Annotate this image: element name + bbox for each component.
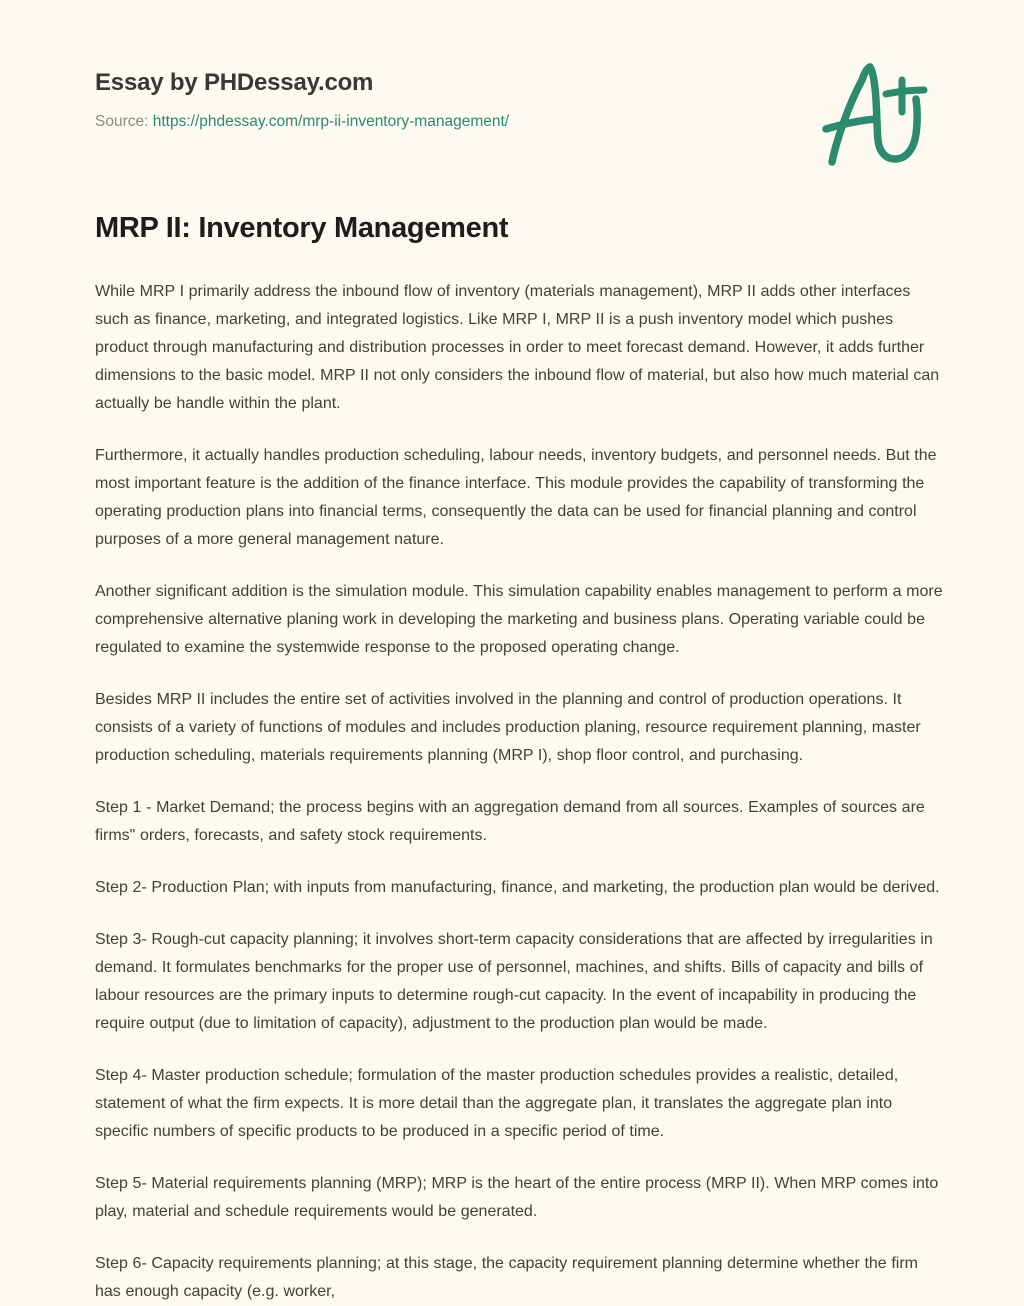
page-header xyxy=(0,0,1024,190)
paragraph: While MRP I primarily address the inbound flow of inventory (materials management), MRP II adds other interfaces such as finance, marketing, and integrated logistics. Like MRP I, MRP II is a push inventory model which pushes product through manufacturing and distribution processes in order to meet forecast demand. However, it adds further dimensions to the basic model. MRP II not only considers the inbound flow of material, but also how much material can actually be handle within the plant. xyxy=(95,283,940,412)
article-body xyxy=(95,208,943,1306)
aplus-logo-icon xyxy=(818,58,933,168)
paragraph: Step 1 - Market Demand; the process begins with an aggregation demand from all sources. Examples of sources are firms" orders, forecasts, and safety stock requirements. xyxy=(95,799,925,844)
paragraph: Step 2- Production Plan; with inputs from manufacturing, finance, and marketing, the production plan would be derived. xyxy=(95,879,940,896)
paragraph: Besides MRP II includes the entire set of activities involved in the planning and control of production operations. It consists of a variety of functions of modules and includes production planing, resource requirement planning, master production scheduling, materials requirements planning (MRP I), shop floor control, and purchasing. xyxy=(95,691,921,764)
paragraph: Furthermore, it actually handles production scheduling, labour needs, inventory budgets, and personnel needs. But the most important feature is the addition of the finance interface. This module provides the capability of transforming the operating production plans into financial terms, consequently the data can be used for financial planning and control purposes of a more general management nature. xyxy=(95,447,937,548)
source-line xyxy=(95,112,509,132)
page-title: MRP II: Inventory Management xyxy=(95,212,509,244)
paragraph: Step 3- Rough-cut capacity planning; it involves short-term capacity considerations that are affected by irregularities in demand. It formulates benchmarks for the proper use of personnel, machines, and shifts. Bills of capacity and bills of labour resources are the primary inputs to determine rough-cut capacity. In the event of incapability in producing the require output (due to limitation of capacity), adjustment to the production plan would be made. xyxy=(95,931,933,1032)
brand-title: Essay by PHDessay.com xyxy=(95,69,374,96)
source-url-link[interactable]: https://phdessay.com/mrp-ii-inventory-management/ xyxy=(152,113,510,130)
paragraph: Step 6- Capacity requirements planning; at this stage, the capacity requirement planning determine whether the firm has enough capacity (e.g. worker, xyxy=(95,1255,918,1300)
paragraph: Step 5- Material requirements planning (MRP); MRP is the heart of the entire process (MRP II). When MRP comes into play, material and schedule requirements would be generated. xyxy=(95,1175,939,1220)
source-label: Source: xyxy=(95,113,149,130)
paragraph: Step 4- Master production schedule; formulation of the master production schedules provides a realistic, detailed, statement of what the firm expects. It is more detail than the aggregate plan, it translates the aggregate plan into specific numbers of specific products to be produced in a specific period of time. xyxy=(95,1067,899,1140)
brand-block xyxy=(95,68,509,132)
paragraph: Another significant addition is the simulation module. This simulation capability enables management to perform a more comprehensive alternative planing work in developing the marketing and business plans. Operating variable could be regulated to examine the systemwide response to the proposed operating change. xyxy=(95,583,943,656)
